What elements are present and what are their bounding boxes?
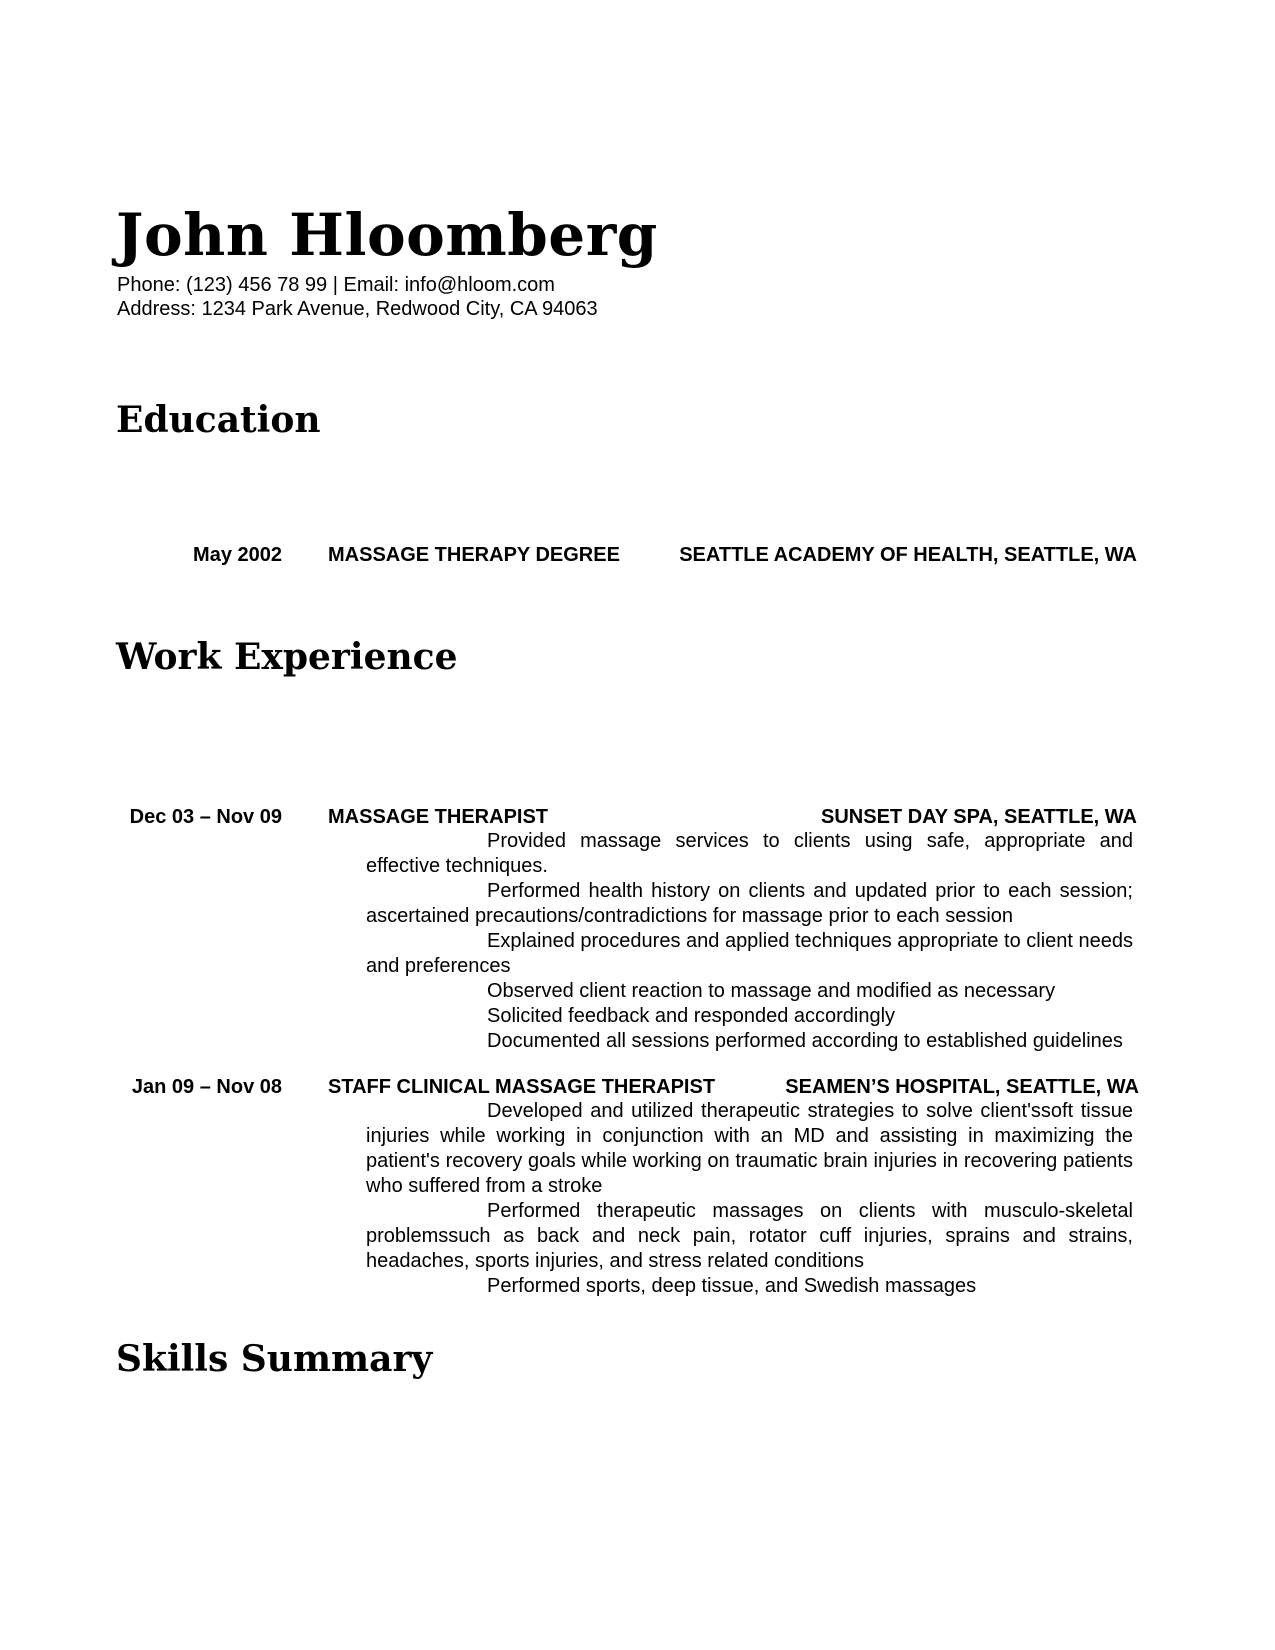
job-1-title: MASSAGE THERAPIST — [328, 806, 549, 828]
job-1-bullet: Explained procedures and applied techniques appropriate to client needs and preferences — [366, 930, 1134, 977]
section-title-education: Education — [116, 399, 321, 441]
job-1-bullet: Documented all sessions performed according to established guidelines — [487, 1030, 1123, 1052]
section-title-skills-summary: Skills Summary — [116, 1338, 433, 1380]
section-title-work-experience: Work Experience — [116, 636, 458, 678]
job-2-date: Jan 09 – Nov 08 — [131, 1076, 282, 1098]
job-2-bullet: Developed and utilized therapeutic strategies to solve client'ssoft tissue injuries while working in conjunction with an MD and assisting in maximizing the patient's recovery goals while working on traumatic brain injuries in recovering patients who suffered from a stroke — [366, 1100, 1133, 1197]
job-2-bullet: Performed sports, deep tissue, and Swedish massages — [487, 1275, 977, 1297]
candidate-name: John Hloomberg — [116, 201, 658, 269]
job-2-bullet: Performed therapeutic massages on clients with musculo-skeletal problemssuch as back and neck pain, rotator cuff injuries, sprains and strains, headaches, sports injuries, and stress related conditions — [366, 1200, 1133, 1272]
job-2-employer: SEAMEN’S HOSPITAL, SEATTLE, WA — [785, 1076, 1139, 1098]
education-date: May 2002 — [193, 544, 282, 566]
job-2-title: STAFF CLINICAL MASSAGE THERAPIST — [328, 1076, 716, 1098]
job-1-bullet: Performed health history on clients and updated prior to each session; ascertained precautions/contradictions for massage prior to each session — [366, 880, 1133, 927]
job-1-date: Dec 03 – Nov 09 — [129, 806, 282, 828]
job-1-bullet: Solicited feedback and responded accordingly — [487, 1005, 896, 1027]
job-2-bullet-list — [366, 1099, 1133, 1299]
job-1-bullet: Provided massage services to clients using safe, appropriate and effective techniques. — [366, 830, 1133, 877]
education-school: SEATTLE ACADEMY OF HEALTH, SEATTLE, WA — [679, 544, 1137, 566]
job-1-bullet-list — [366, 829, 1133, 1054]
contact-phone-email: Phone: (123) 456 78 99 | Email: info@hloom.com — [117, 274, 555, 296]
job-1-employer: SUNSET DAY SPA, SEATTLE, WA — [821, 806, 1137, 828]
contact-address: Address: 1234 Park Avenue, Redwood City, CA 94063 — [117, 298, 598, 320]
job-1-bullet: Observed client reaction to massage and modified as necessary — [487, 980, 1056, 1002]
education-degree: MASSAGE THERAPY DEGREE — [328, 544, 620, 566]
